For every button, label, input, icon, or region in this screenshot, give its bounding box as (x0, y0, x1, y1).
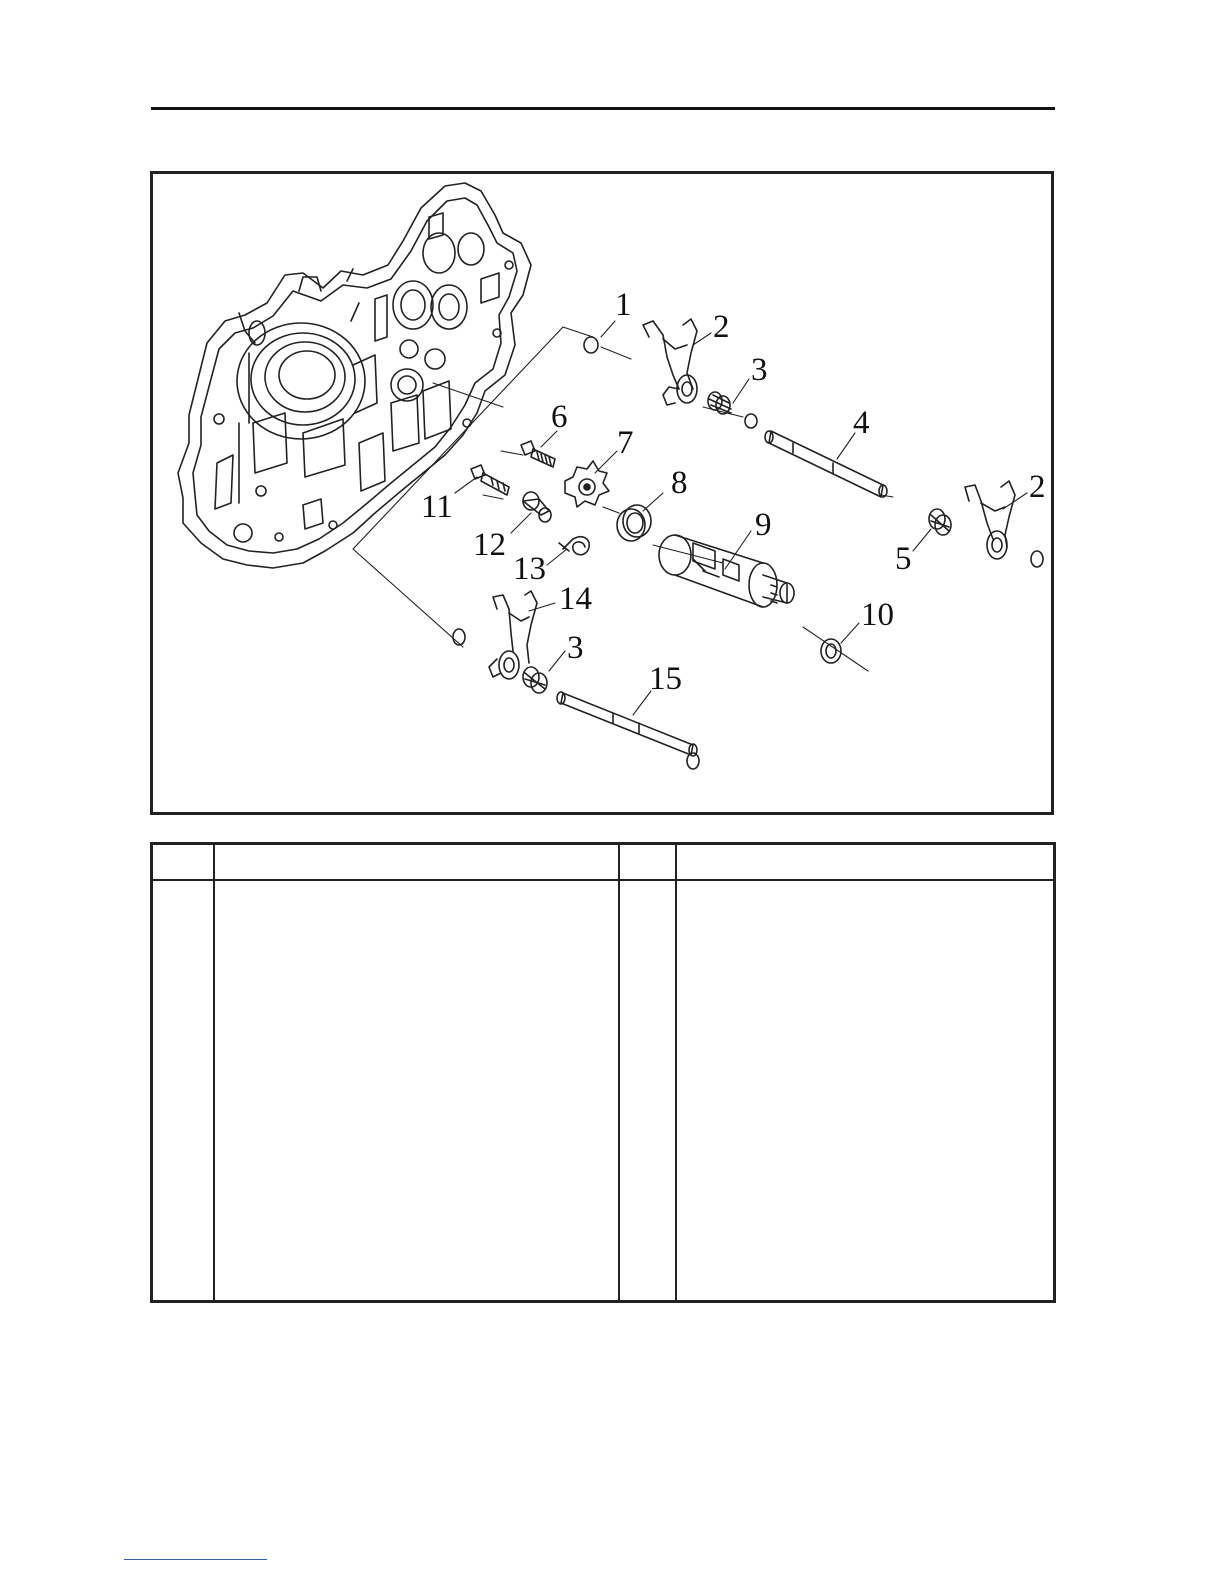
exploded-diagram (150, 171, 1054, 815)
parts-table-header (153, 845, 1053, 881)
callout-7: 7 (617, 425, 634, 461)
callout-9: 9 (755, 507, 772, 543)
callout-2-upper: 2 (713, 309, 730, 345)
part-7-star-plate (565, 461, 609, 507)
column-divider (618, 845, 620, 1300)
part-1-circlip (584, 337, 598, 353)
column-divider (675, 845, 677, 1300)
callout-1: 1 (615, 287, 632, 323)
parts-list-table (150, 842, 1056, 1303)
crankcase-half (178, 183, 531, 568)
part-2-shift-fork-upper (643, 319, 697, 405)
callout-14: 14 (559, 581, 592, 617)
exploded-view-figure (150, 171, 1054, 815)
part-5-spring (929, 509, 951, 535)
callout-2-right: 2 (1029, 469, 1046, 505)
part-3-spring-upper (708, 392, 757, 428)
part-8-bearing (617, 505, 651, 541)
part-3-spring-lower (523, 667, 547, 693)
footer-rule (124, 1559, 267, 1560)
callout-12: 12 (473, 527, 506, 563)
part-14-shift-fork-lower (453, 591, 537, 679)
part-11-bolt (471, 465, 509, 495)
callout-3-lower: 3 (567, 630, 584, 666)
callout-10: 10 (861, 597, 894, 633)
callout-15: 15 (649, 661, 682, 697)
callout-6: 6 (551, 399, 568, 435)
callout-leaders (455, 321, 1027, 715)
callout-8: 8 (671, 465, 688, 501)
callout-3-upper: 3 (751, 352, 768, 388)
part-15-fork-shaft-lower (557, 692, 699, 769)
part-6-bolt (521, 441, 555, 467)
column-divider (213, 845, 215, 1300)
part-9-shift-drum (659, 535, 794, 607)
callout-13: 13 (513, 551, 546, 587)
callout-5: 5 (895, 541, 912, 577)
callout-11: 11 (421, 489, 453, 525)
header-rule (151, 107, 1055, 110)
callout-4: 4 (853, 405, 870, 441)
